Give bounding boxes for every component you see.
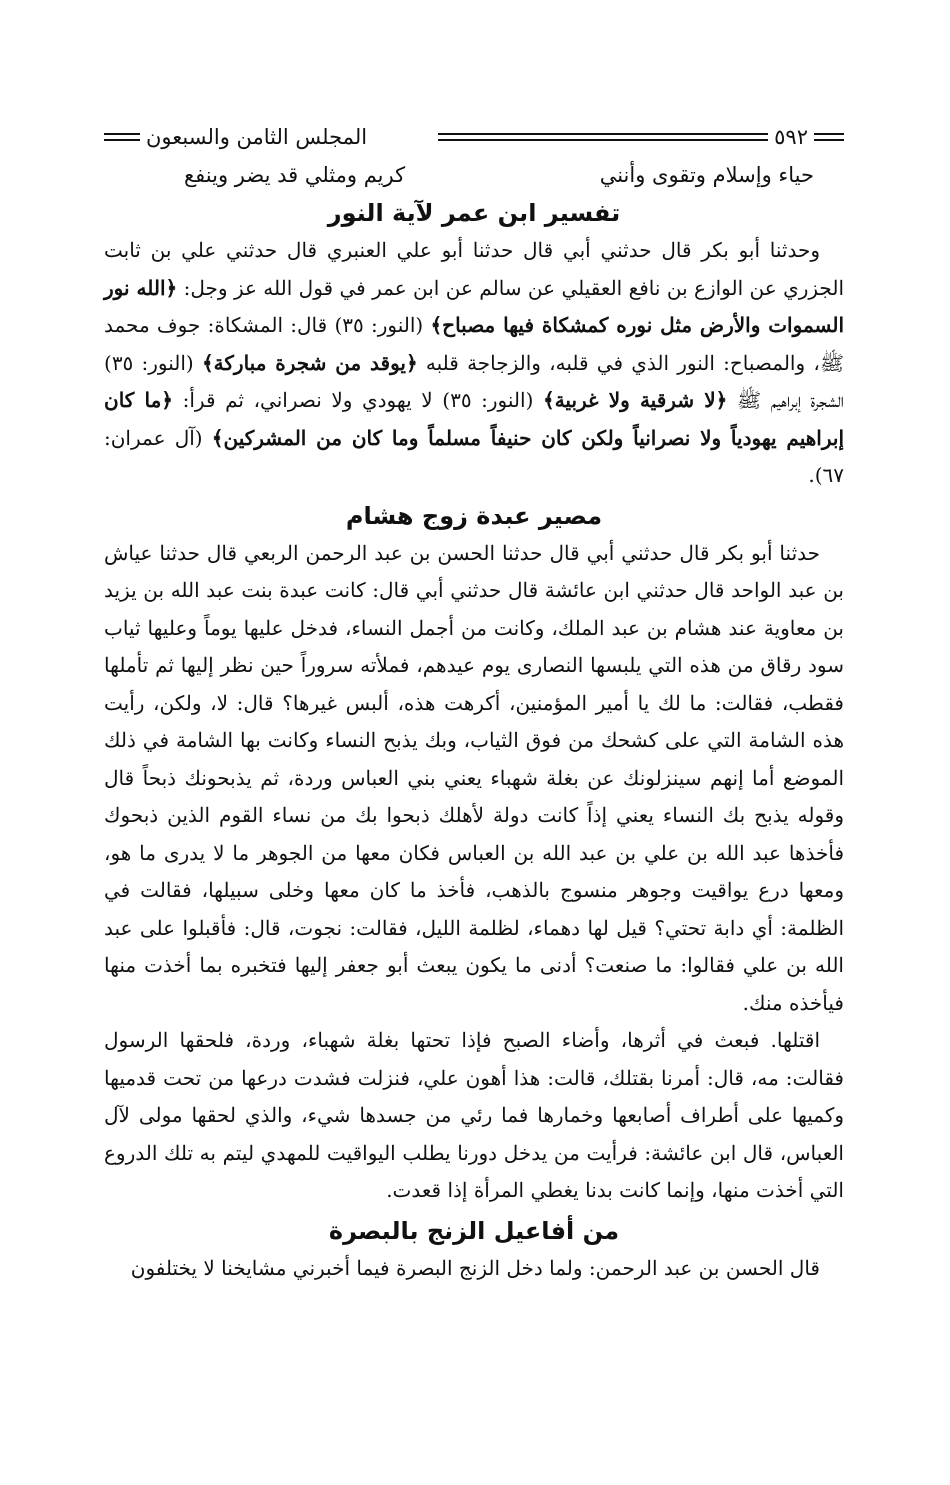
- header-rule-right: [814, 133, 844, 141]
- section-heading-zanj: من أفاعيل الزنج بالبصرة: [328, 1216, 620, 1245]
- running-header: [104, 120, 844, 154]
- paragraph-ibn-umar: [104, 232, 844, 495]
- text-run: (النور: ٣٥) قال: المشكاة: جوف محمد ﷺ، والمصباح: النور الذي في قلبه، والزجاجة قلبه: [104, 313, 844, 375]
- quran-quote: ﴿ما كان إبراهيم يهودياً ولا نصرانياً ولكن كان حنيفاً مسلماً وما كان من المشركين﴾: [104, 388, 844, 450]
- page-number: ٥٩٢: [774, 125, 808, 149]
- text-run: (النور: ٣٥) الشجرة إبراهيم ﷺ: [104, 350, 844, 412]
- quran-quote: ﴿الله نور السموات والأرض مثل نوره كمشكاة فيها مصباح﴾: [104, 275, 844, 337]
- header-rule-middle: [438, 133, 768, 141]
- text-run: (النور: ٣٥) لا يهودي ولا نصراني، ثم قرأ:: [173, 388, 543, 412]
- text-run: (آل عمران: ٦٧).: [104, 425, 844, 487]
- poem-verse: [104, 158, 844, 192]
- paragraph-abda-1: حدثنا أبو بكر قال حدثني أبي قال حدثنا الحسن بن عبد الرحمن الربعي قال حدثنا عياش بن عبد الواحد قال حدثني ابن عائشة قال حدثني أبي قال: كانت عبدة بنت عبد الله بن يزيد بن معاوية عند هشام بن عبد الملك، وكانت من أجمل النساء، فدخل عليها يوماً وعليها ثياب سود رقاق من هذه التي يلبسها النصارى يوم عيدهم، فملأته سروراً حين نظر إليها ثم تأملها فقطب، فقالت: ما لك يا أمير المؤمنين، أكرهت هذه، ألبس غيرها؟ قال: لا، ولكن، رأيت هذه الشامة التي على كشحك من فوق الثياب، وبك يذبح النساء وكانت بها الشامة في ذلك الموضع أما إنهم سينزلونك عن بغلة شهباء يعني بني العباس وردة، ثم يذبحونك ذبحاً قال وقوله يذبح بك النساء يعني إذاً كانت دولة لأهلك ذبحوا بك من نساء القوم الذين ذبحوك فأخذها عبد الله بن علي بن عبد الله بن العباس فكان معها من الجوهر ما لا يدرى ما هو، ومعها درع يواقيت وجوهر منسوج بالذهب، فأخذ ما كان معها وخلى سبيلها، فقالت في الظلمة: أي دابة تحتي؟ قيل لها دهماء، لظلمة الليل، فقالت: نجوت، قال: فأقبلوا على عبد الله بن علي فقالوا: ما صنعت؟ أدنى ما يكون يبعث أبو جعفر إليها فتخبره بما أخذت منها فيأخذه منك.: [104, 540, 844, 1015]
- section-heading-ibn-umar: تفسير ابن عمر لآية النور: [327, 199, 621, 227]
- chapter-title: المجلس الثامن والسبعون: [146, 125, 368, 149]
- paragraph-zanj: قال الحسن بن عبد الرحمن: ولما دخل الزنج البصرة فيما أخبرني مشايخنا لا يختلفون: [130, 1255, 820, 1280]
- verse-hemistich-left: كريم ومثلي قد يضر وينفع: [184, 163, 406, 187]
- text-run: وحدثنا أبو بكر قال حدثني أبي قال حدثنا أبو علي العنبري قال حدثني علي بن ثابت الجزري عن الوازع بن نافع العقيلي عن سالم عن ابن عمر في قول الله عز وجل:: [104, 238, 844, 300]
- verse-hemistich-right: حياء وإسلام وتقوى وأنني: [599, 163, 814, 187]
- book-page: [104, 120, 844, 1287]
- section-heading-abda: مصير عبدة زوج هشام: [345, 501, 603, 530]
- chapter-title-group: [104, 122, 367, 152]
- header-rule-left: [104, 133, 140, 141]
- paragraph-abda-2: اقتلها. فبعث في أثرها، وأضاء الصبح فإذا تحتها بغلة شهباء، وردة، فلحقها الرسول فقالت: مه، قال: أمرنا بقتلك، قالت: هذا أهون علي، فنزلت فشدت درعها من تحت قدميها وكميها على أطراف أصابعها وخمارها فما رئي من جسدها شيء، والذي لحقها مولى لآل العباس، قال ابن عائشة: فرأيت من يدخل دورنا يطلب اليواقيت للمهدي ليتم به تلك الدروع التي أخذت منها، وإنما كانت بدنا يغطي المرأة إذا قعدت.: [104, 1028, 844, 1202]
- quran-quote: ﴿يوقد من شجرة مباركة﴾: [201, 350, 418, 375]
- page-number-group: [438, 122, 844, 152]
- quran-quote: ﴿لا شرقية ولا غربية﴾: [542, 388, 728, 412]
